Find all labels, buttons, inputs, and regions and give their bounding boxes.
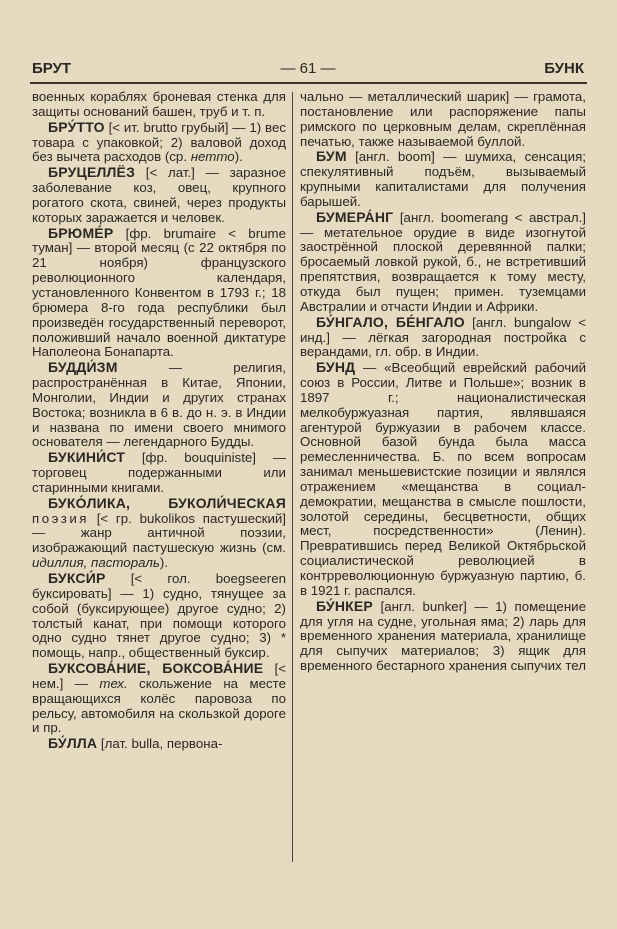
headword: БУКСИ́Р (48, 570, 106, 586)
right-column (300, 90, 586, 674)
entry-text: [англ. bunker] — 1) помещение для угля на судне, угольная яма; 2) ларь для временного хранения материала, хранилище для сыпучих материалов; 3) ящик для временного бестарного хранения сыпучих тел (300, 598, 586, 674)
entry-text: [< ит. brutto грубый] — 1) вес товара с упаковкой; 2) валовой доход без вычета расходов (ср. (32, 119, 286, 165)
headword: БРУЦЕЛЛЁЗ (48, 164, 136, 181)
entry-text: ). (234, 149, 243, 165)
entry-continuation (32, 90, 286, 120)
headword: БУКИНИ́СТ (48, 449, 126, 466)
headword: БРЮМЕ́Р (48, 224, 114, 241)
entry-text: [< гр. bukolikos пастушеский] — жанр античной поэзии, изображающий пастушескую жизнь (см. (32, 510, 286, 556)
column-divider (292, 92, 293, 862)
headword: БУКО́ЛИКА, БУКОЛИ́ЧЕСКАЯ (48, 494, 286, 511)
italic-reference: идиллия, пастораль (32, 555, 160, 571)
running-header (32, 60, 584, 80)
headword: БУ́ЛЛА (48, 735, 98, 752)
header-left-guide-word: БРУТ (32, 60, 72, 77)
headword: БУМ (316, 148, 347, 165)
dictionary-entry (300, 360, 586, 599)
entry-text: [фр. bouquiniste] — торговец подержанными или старинными книгами. (32, 450, 286, 495)
headword: БУ́НКЕР (316, 597, 373, 614)
italic-reference: тех. (99, 675, 128, 691)
dictionary-entry (32, 360, 286, 450)
entry-text: чально — металлический шарик] — грамота, постановление или распоряжение папы римского по церковным делам, скреплённая печатью, также называемой буллой. (300, 89, 586, 149)
dictionary-entry (32, 496, 286, 571)
entry-continuation (300, 90, 586, 149)
header-right-guide-word: БУНК (544, 60, 584, 77)
headword: БУКСОВА́НИЕ, БОКСОВА́НИЕ (48, 660, 264, 677)
dictionary-entry (32, 661, 286, 736)
headword: БУНД (316, 359, 356, 376)
dictionary-entry (32, 571, 286, 661)
italic-reference: нетто (190, 149, 235, 165)
dictionary-entry (32, 165, 286, 225)
headword: БУ́НГАЛО, БЕ́НГАЛО (316, 313, 465, 330)
entry-text: военных кораблях броневая стенка для защиты оснований башен, труб и т. п. (32, 89, 286, 119)
dictionary-entry (300, 210, 586, 315)
left-column (32, 90, 286, 752)
dictionary-entry (32, 450, 286, 496)
entry-text: [лат. bulla, первона- (97, 736, 223, 752)
page-number: — 61 — (280, 60, 336, 77)
entry-text: [англ. bungalow < инд.] — лёгкая загородная постройка с верандами, гл. обр. в Индии. (300, 314, 587, 360)
entry-text: скольжение на месте вращающихся колёс паровоза по рельсу, автомобиля на скользкой дороге и пр. (32, 675, 286, 736)
entry-text: [< нем.] — (32, 661, 286, 691)
entry-text: — религия, распространённая в Китае, Японии, Монголии, Индии и других странах Востока; возникла в 6 в. до н. э. в Индии и названа по имени своего мнимого основателя — легендарного Будды. (32, 360, 286, 450)
dictionary-entry (32, 120, 286, 166)
headword: БУМЕРА́НГ (316, 208, 394, 225)
header-rule (30, 82, 587, 84)
dictionary-entry (300, 599, 586, 674)
entry-text: — «Всеобщий еврейский рабочий союз в России, Литве и Польше»; возник в 1897 г.; националистическая мелкобуржуазная партия, являвшаяся агентурой буржуазии в рабочем классе. Основной базой бунда была масса ремесленничества. Б. по всем вопросам занимал меньшевистские позиции и являлся отражением «мещанства в социал-демократии, мещанства в смысле пошлости, золотой середины, бесцветности, общих мест, посредственности» (Ленин). Превратившись перед Великой Октябрьской социалистической революцией в контрреволюционную буржуазную партию, б. в 1921 г. распался. (300, 360, 586, 598)
dictionary-entry (32, 226, 286, 361)
entry-text: [< гол. boegseeren буксировать] — 1) судно, тянущее за собой (буксирующее) другое судно; 2) толстый канат, при помощи которого одно судно тянет другое судно; 3) * помощь, напр., общественный буксир. (32, 571, 286, 661)
entry-text: [фр. brumaire < brume туман] — второй месяц (с 22 октября по 21 ноября) французского революционного календаря, установленного Конвентом в 1793 г.; 18 брюмера 8-го года республики был произведён государственный переворот, положивший начало военной диктатуре Наполеона Бонапарта. (32, 225, 286, 360)
dictionary-entry (300, 315, 586, 361)
entry-text: ). (159, 555, 168, 571)
entry-text: поэзия (32, 510, 89, 526)
entry-text: [< лат.] — заразное заболевание коз, овец, крупного рогатого скота, свиней, через продукты которых заражается и человек. (32, 165, 286, 225)
entry-text: [англ. boom] — шумиха, сенсация; спекулятивный подъём, вызываемый крупными капиталистами для получения барышей. (300, 149, 586, 209)
dictionary-entry (32, 736, 286, 752)
headword: БРУ́ТТО (48, 118, 105, 135)
entry-text: [англ. boomerang < австрал.] — метательное орудие в виде изогнутой заострённой плоской деревянной палки; бросаемый ловкой рукой, б., не встретивший препятствия, возвращается к тому месту, откуда был пущен; примен. туземцами Австралии и отчасти Индии и Африки. (300, 209, 586, 314)
dictionary-entry (300, 149, 586, 209)
headword: БУДДИ́ЗМ (48, 359, 118, 376)
